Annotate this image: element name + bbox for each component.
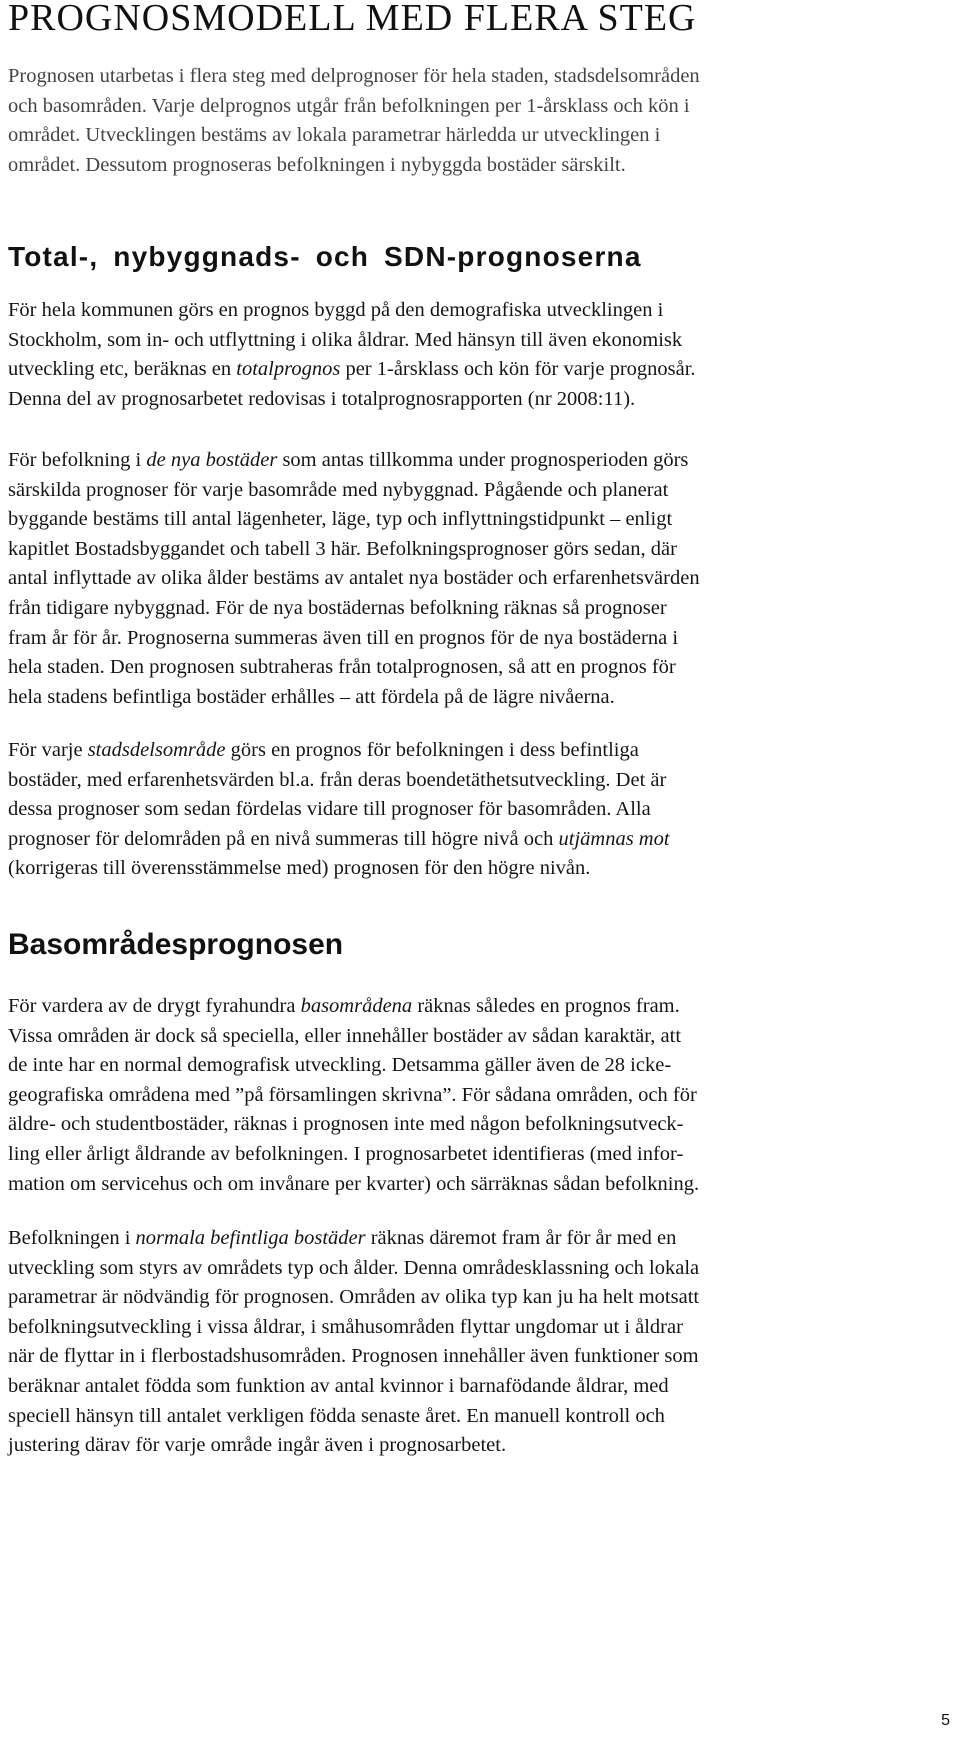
- text-line: området. Dessutom prognoseras befolkningen i nybyggda bostäder särskilt.: [8, 153, 626, 176]
- italic-phrase: totalprognos: [236, 358, 341, 381]
- text-line: de inte har en normal demografisk utveckling. Detsamma gäller även de 28 icke-: [8, 1054, 672, 1077]
- text-line: ling eller årligt åldrande av befolkningen. I prognosarbetet identifieras (med infor-: [8, 1142, 684, 1165]
- section1-paragraph-3: [8, 736, 950, 884]
- text-line: när de flyttar in i flerbostadshusområden. Prognosen innehåller även funktioner som: [8, 1345, 699, 1368]
- text-line: och basområden. Varje delprognos utgår från befolkningen per 1-årsklass och kön i: [8, 94, 690, 117]
- section-heading-total-prognoser: Total-, nybyggnads- och SDN-prognoserna: [8, 241, 642, 272]
- text-line: antal inflyttade av olika ålder bestäms av antalet nya bostäder och erfarenhetsvärden: [8, 567, 700, 590]
- text-line: befolkningsutveckling i vissa åldrar, i småhusområden flyttar ungdomar ut i åldrar: [8, 1315, 683, 1338]
- text-line: kapitlet Bostadsbyggandet och tabell 3 här. Befolkningsprognoser görs sedan, där: [8, 537, 677, 560]
- text-line: [8, 825, 950, 855]
- text-line: justering därav för varje område ingår även i prognosarbetet.: [8, 1434, 507, 1457]
- text-line: parametrar är nödvändig för prognosen. Områden av olika typ kan ju ha helt motsatt: [8, 1286, 700, 1309]
- text-line: byggande bestäms till antal lägenheter, läge, typ och inflyttningstidpunkt – enligt: [8, 508, 673, 531]
- italic-phrase: basområdena: [300, 995, 413, 1017]
- text-segment: som antas tillkomma under prognosperioden görs: [277, 449, 689, 471]
- text-line: Prognosen utarbetas i flera steg med delprognoser för hela staden, stadsdelsområden: [8, 65, 700, 87]
- text-line: geografiska områdena med ”på församlingen skrivna”. För sådana områden, och för: [8, 1083, 697, 1106]
- text-line: [8, 992, 950, 1022]
- text-segment: Befolkningen i: [8, 1227, 136, 1249]
- text-line: [8, 446, 950, 476]
- section-heading-basomradesprognosen: Basområdesprognosen: [8, 928, 344, 961]
- text-segment: räknas således en prognos fram.: [412, 995, 680, 1017]
- text-segment: prognoser för delområden på en nivå summeras till högre nivå och: [8, 827, 559, 850]
- text-line: speciell hänsyn till antalet verkligen födda senaste året. En manuell kontroll och: [8, 1404, 665, 1427]
- section2-paragraph-1: [8, 992, 950, 1199]
- italic-phrase: normala befintliga bostäder: [135, 1227, 366, 1249]
- text-line: fram år för år. Prognoserna summeras även till en prognos för de nya bostäderna i: [8, 626, 679, 649]
- text-line: hela stadens befintliga bostäder erhålles – att fördela på de lägre nivåerna.: [8, 685, 615, 708]
- text-segment: utveckling etc, beräknas en: [8, 358, 237, 381]
- section1-paragraph-1: [8, 296, 950, 414]
- text-line: Vissa områden är dock så speciella, eller innehåller bostäder av sådan karaktär, att: [8, 1024, 682, 1047]
- text-line: området. Utvecklingen bestäms av lokala parametrar härledda ur utvecklingen i: [8, 124, 661, 147]
- italic-phrase: de nya bostäder: [146, 449, 278, 471]
- text-line: (korrigeras till överensstämmelse med) prognosen för den högre nivån.: [8, 857, 591, 880]
- intro-paragraph: [8, 62, 950, 180]
- text-segment: För befolkning i: [8, 449, 147, 471]
- text-line: beräknar antalet födda som funktion av antal kvinnor i barnafödande åldrar, med: [8, 1374, 669, 1397]
- text-line: dessa prognoser som sedan fördelas vidare till prognoser för basområden. Alla: [8, 798, 651, 821]
- text-line: [8, 355, 950, 385]
- text-line: utveckling som styrs av områdets typ och ålder. Denna områdesklassning och lokala: [8, 1256, 700, 1279]
- text-line: Stockholm, som in- och utflyttning i olika åldrar. Med hänsyn till även ekonomisk: [8, 328, 683, 351]
- text-line: [8, 736, 950, 766]
- text-line: äldre- och studentbostäder, räknas i prognosen inte med någon befolkningsutveck-: [8, 1113, 684, 1136]
- page-number: 5: [941, 1712, 950, 1729]
- text-segment: För vardera av de drygt fyrahundra: [8, 995, 301, 1017]
- italic-phrase: stadsdelsområde: [87, 739, 226, 761]
- section2-paragraph-2: [8, 1224, 950, 1461]
- text-line: bostäder, med erfarenhetsvärden bl.a. från deras boendetäthetsutveckling. Det är: [8, 768, 667, 791]
- italic-phrase: utjämnas mot: [558, 827, 670, 850]
- text-line: Denna del av prognosarbetet redovisas i totalprognosrapporten (nr 2008:11).: [8, 387, 636, 410]
- text-segment: görs en prognos för befolkningen i dess befintliga: [225, 739, 639, 761]
- text-line: För hela kommunen görs en prognos byggd på den demografiska utvecklingen i: [8, 299, 664, 321]
- section1-paragraph-2: [8, 446, 950, 712]
- text-line: från tidigare nybyggnad. För de nya bostädernas befolkning räknas så prognoser: [8, 596, 667, 619]
- text-line: [8, 1224, 950, 1254]
- text-line: mation om servicehus och om invånare per kvarter) och särräknas sådan befolkning.: [8, 1172, 700, 1195]
- text-segment: räknas däremot fram år för år med en: [365, 1227, 677, 1249]
- document-title: PROGNOSMODELL MED FLERA STEG: [8, 0, 697, 39]
- text-line: hela staden. Den prognosen subtraheras från totalprognosen, så att en prognos för: [8, 656, 676, 679]
- text-segment: per 1-årsklass och kön för varje prognosår.: [340, 358, 696, 381]
- text-segment: För varje: [8, 739, 88, 761]
- text-line: särskilda prognoser för varje basområde med nybyggnad. Pågående och planerat: [8, 478, 669, 501]
